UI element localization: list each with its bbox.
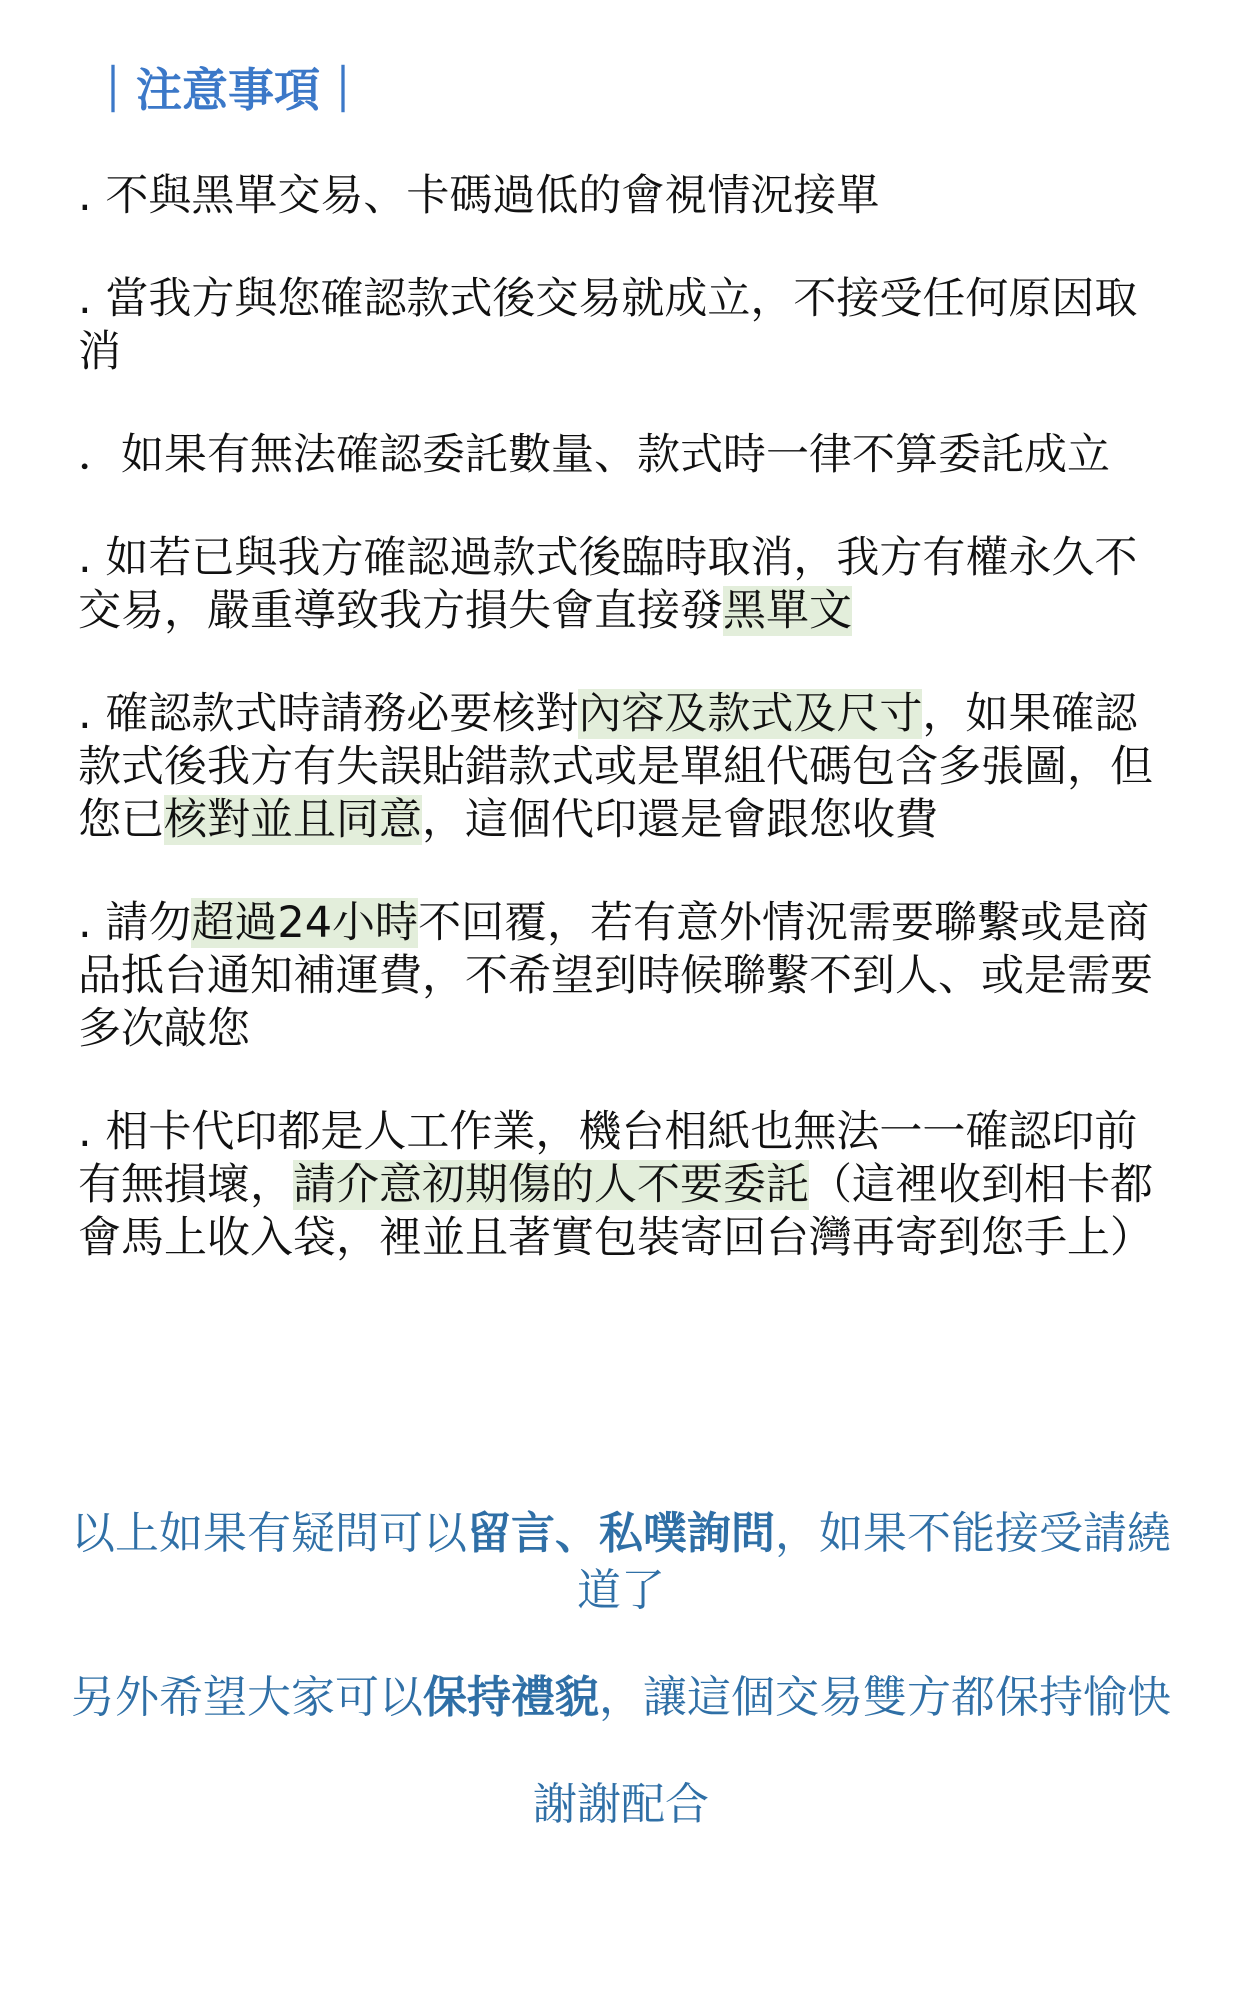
highlighted-text: 內容及款式及尺寸 bbox=[578, 689, 923, 739]
highlighted-text: 請介意初期傷的人不要委託 bbox=[293, 1160, 809, 1210]
highlighted-text: 核對並且同意 bbox=[164, 795, 422, 845]
closing-note bbox=[70, 1505, 1172, 1619]
emphasized-text: 保持禮貌 bbox=[423, 1672, 599, 1723]
rule-item bbox=[78, 897, 1178, 1056]
rule-item bbox=[78, 1106, 1178, 1265]
note-text: 以上如果有疑問可以 bbox=[71, 1508, 467, 1559]
rule-item bbox=[78, 170, 1178, 223]
rules-list bbox=[78, 170, 1178, 1315]
rule-text: . 當我方與您確認款式後交易就成立，不接受任何原因取消 bbox=[78, 274, 1138, 377]
rule-text: . 確認款式時請務必要核對 bbox=[78, 689, 579, 739]
highlighted-text: 黑單文 bbox=[723, 586, 852, 636]
rule-item bbox=[78, 429, 1178, 482]
rule-item bbox=[78, 688, 1178, 847]
note-text: 另外希望大家可以 bbox=[71, 1672, 423, 1723]
rule-item bbox=[78, 532, 1178, 638]
rule-text: ，這個代印還是會跟您收費 bbox=[422, 795, 938, 845]
emphasized-text: 留言、私噗詢問 bbox=[467, 1508, 775, 1559]
rule-item bbox=[78, 273, 1178, 379]
closing-note bbox=[70, 1776, 1172, 1833]
rule-text: ．如果有無法確認委託數量、款式時一律不算委託成立 bbox=[78, 430, 1110, 480]
rule-text: . 不與黑單交易、卡碼過低的會視情況接單 bbox=[78, 171, 880, 221]
closing-notes bbox=[70, 1505, 1172, 1883]
closing-note bbox=[70, 1669, 1172, 1726]
rule-text: . 如若已與我方確認過款式後臨時取消，我方有權永久不交易，嚴重導致我方損失會直接發 bbox=[78, 533, 1138, 636]
rule-text: . 請勿 bbox=[78, 898, 192, 948]
highlighted-text: 超過24小時 bbox=[191, 898, 419, 948]
page-title: ｜注意事項｜ bbox=[90, 63, 366, 117]
rule-text: （這裡收到相卡都會馬上收入袋，裡並且著實包裝寄回台灣再寄到您手上） bbox=[78, 1160, 1153, 1263]
note-text: 謝謝配合 bbox=[533, 1779, 709, 1830]
rule-text: ，如果確認款式後我方有失誤貼錯款式或是單組代碼包含多張圖，但您已 bbox=[78, 689, 1153, 845]
note-text: ，讓這個交易雙方都保持愉快 bbox=[599, 1672, 1171, 1723]
note-text: ，如果不能接受請繞道了 bbox=[577, 1508, 1171, 1616]
rule-text: 不回覆，若有意外情況需要聯繫或是商品抵台通知補運費，不希望到時候聯繫不到人、或是需要多次敲您 bbox=[78, 898, 1153, 1054]
rule-text: . 相卡代印都是人工作業，機台相紙也無法一一確認印前有無損壞， bbox=[78, 1107, 1138, 1210]
